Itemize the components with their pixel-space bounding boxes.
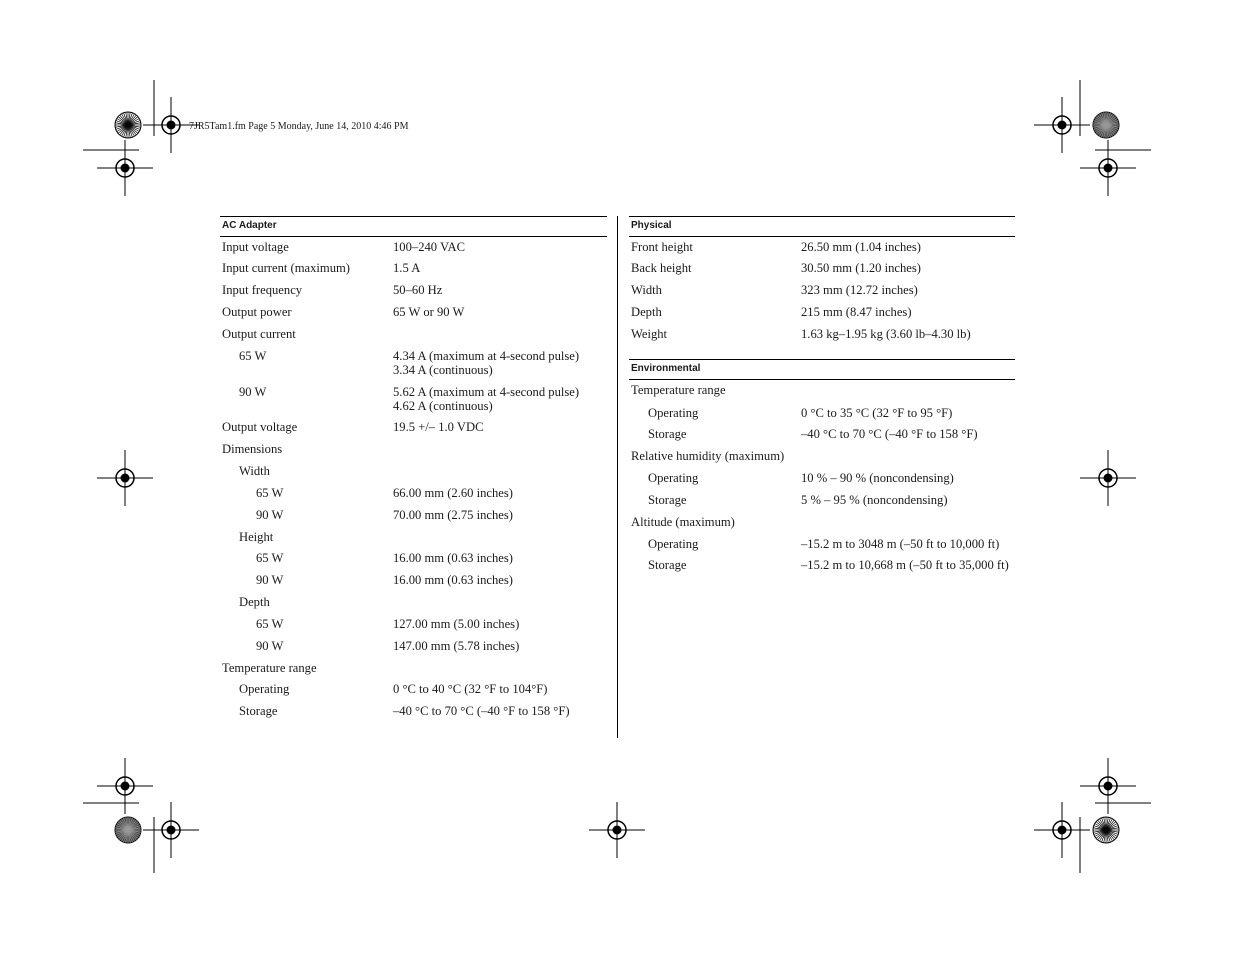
ac-adapter-row-label: Dimensions — [222, 442, 283, 456]
physical-row-label: Width — [631, 283, 662, 297]
environmental-row-value: –15.2 m to 3048 m (–50 ft to 10,000 ft) — [801, 537, 1000, 551]
registration-target — [1080, 450, 1136, 506]
physical-heading: Physical — [629, 216, 1015, 237]
ac-adapter-row-value: 1.5 A — [393, 261, 421, 275]
ac-adapter-row-label: Storage — [239, 704, 278, 718]
environmental-row-value: 10 % – 90 % (noncondensing) — [801, 471, 954, 485]
ac-adapter-row-value: 147.00 mm (5.78 inches) — [393, 639, 520, 653]
registration-target — [1034, 97, 1090, 153]
physical-row-value: 215 mm (8.47 inches) — [801, 305, 912, 319]
ac-adapter-row-label: 65 W — [256, 551, 284, 565]
ac-adapter-row-value: 0 °C to 40 °C (32 °F to 104°F) — [393, 682, 548, 696]
physical-row-value: 26.50 mm (1.04 inches) — [801, 240, 921, 254]
environmental-row-label: Temperature range — [631, 383, 726, 397]
ac-adapter-row-label: 90 W — [256, 508, 284, 522]
ac-adapter-row-value: 66.00 mm (2.60 inches) — [393, 486, 513, 500]
registration-target — [97, 758, 153, 814]
ac-adapter-row-value: 5.62 A (maximum at 4-second pulse) — [393, 385, 580, 399]
ac-adapter-row-label: 90 W — [256, 639, 284, 653]
ac-adapter-row-label: Width — [239, 464, 270, 478]
ac-adapter-row-value: 100–240 VAC — [393, 240, 465, 254]
physical-row-value: 323 mm (12.72 inches) — [801, 283, 918, 297]
environmental-row-label: Storage — [648, 493, 687, 507]
physical-row-value: 30.50 mm (1.20 inches) — [801, 261, 921, 275]
environmental-row-value: 5 % – 95 % (noncondensing) — [801, 493, 948, 507]
environmental-row-label: Relative humidity (maximum) — [631, 449, 785, 463]
registration-target — [143, 97, 199, 153]
starburst-mark — [1093, 817, 1119, 843]
registration-target — [1034, 802, 1090, 858]
registration-target — [1080, 758, 1136, 814]
environmental-row-label: Operating — [648, 406, 699, 420]
environmental-row-label: Altitude (maximum) — [631, 515, 735, 529]
ac-adapter-row-label: Operating — [239, 682, 290, 696]
ac-adapter-row-value: 50–60 Hz — [393, 283, 443, 297]
environmental-heading: Environmental — [629, 359, 1015, 380]
ac-adapter-row-label: Output current — [222, 327, 296, 341]
environmental-row-value: –40 °C to 70 °C (–40 °F to 158 °F) — [801, 427, 978, 441]
ac-adapter-row-label: 90 W — [256, 573, 284, 587]
ac-adapter-row-label: Input voltage — [222, 240, 289, 254]
ac-adapter-row-label: Height — [239, 530, 274, 544]
ac-adapter-row-value: 65 W or 90 W — [393, 305, 465, 319]
environmental-row-label: Operating — [648, 537, 699, 551]
registration-target — [1080, 140, 1136, 196]
environmental-row-value: –15.2 m to 10,668 m (–50 ft to 35,000 ft) — [801, 558, 1009, 572]
physical-row-label: Back height — [631, 261, 692, 275]
registration-target — [143, 802, 199, 858]
ac-adapter-row-label: Depth — [239, 595, 270, 609]
starburst-mark — [115, 817, 141, 843]
starburst-mark — [115, 112, 141, 138]
ac-adapter-row-value: 127.00 mm (5.00 inches) — [393, 617, 520, 631]
ac-adapter-row-value: –40 °C to 70 °C (–40 °F to 158 °F) — [393, 704, 570, 718]
ac-adapter-row-value: 4.34 A (maximum at 4-second pulse) — [393, 349, 580, 363]
ac-adapter-row-label: Input frequency — [222, 283, 303, 297]
environmental-row-label: Operating — [648, 471, 699, 485]
ac-adapter-row-label: Output voltage — [222, 420, 298, 434]
ac-adapter-row-label: Input current (maximum) — [222, 261, 350, 275]
ac-adapter-row-value: 70.00 mm (2.75 inches) — [393, 508, 513, 522]
registration-target — [589, 802, 645, 858]
ac-adapter-row-label: Temperature range — [222, 661, 317, 675]
ac-adapter-row-label: 65 W — [239, 349, 267, 363]
physical-row-label: Depth — [631, 305, 662, 319]
physical-row-value: 1.63 kg–1.95 kg (3.60 lb–4.30 lb) — [801, 327, 971, 341]
ac-adapter-row-label: 90 W — [239, 385, 267, 399]
registration-target — [97, 450, 153, 506]
ac-adapter-row-value: 19.5 +/– 1.0 VDC — [393, 420, 484, 434]
ac-adapter-row-value: 16.00 mm (0.63 inches) — [393, 573, 513, 587]
registration-target — [97, 140, 153, 196]
ac-adapter-row-value-line2: 4.62 A (continuous) — [393, 399, 493, 413]
environmental-row-label: Storage — [648, 427, 687, 441]
file-slug: 7JR5Tam1.fm Page 5 Monday, June 14, 2010 4:46 PM — [189, 121, 409, 132]
ac-adapter-row-label: 65 W — [256, 617, 284, 631]
environmental-row-value: 0 °C to 35 °C (32 °F to 95 °F) — [801, 406, 953, 420]
physical-row-label: Weight — [631, 327, 668, 341]
physical-row-label: Front height — [631, 240, 693, 254]
ac-adapter-row-value-line2: 3.34 A (continuous) — [393, 363, 493, 377]
ac-adapter-row-label: Output power — [222, 305, 292, 319]
ac-adapter-row-label: 65 W — [256, 486, 284, 500]
starburst-mark — [1093, 112, 1119, 138]
ac-adapter-row-value: 16.00 mm (0.63 inches) — [393, 551, 513, 565]
environmental-row-label: Storage — [648, 558, 687, 572]
ac-adapter-heading: AC Adapter — [220, 216, 607, 237]
